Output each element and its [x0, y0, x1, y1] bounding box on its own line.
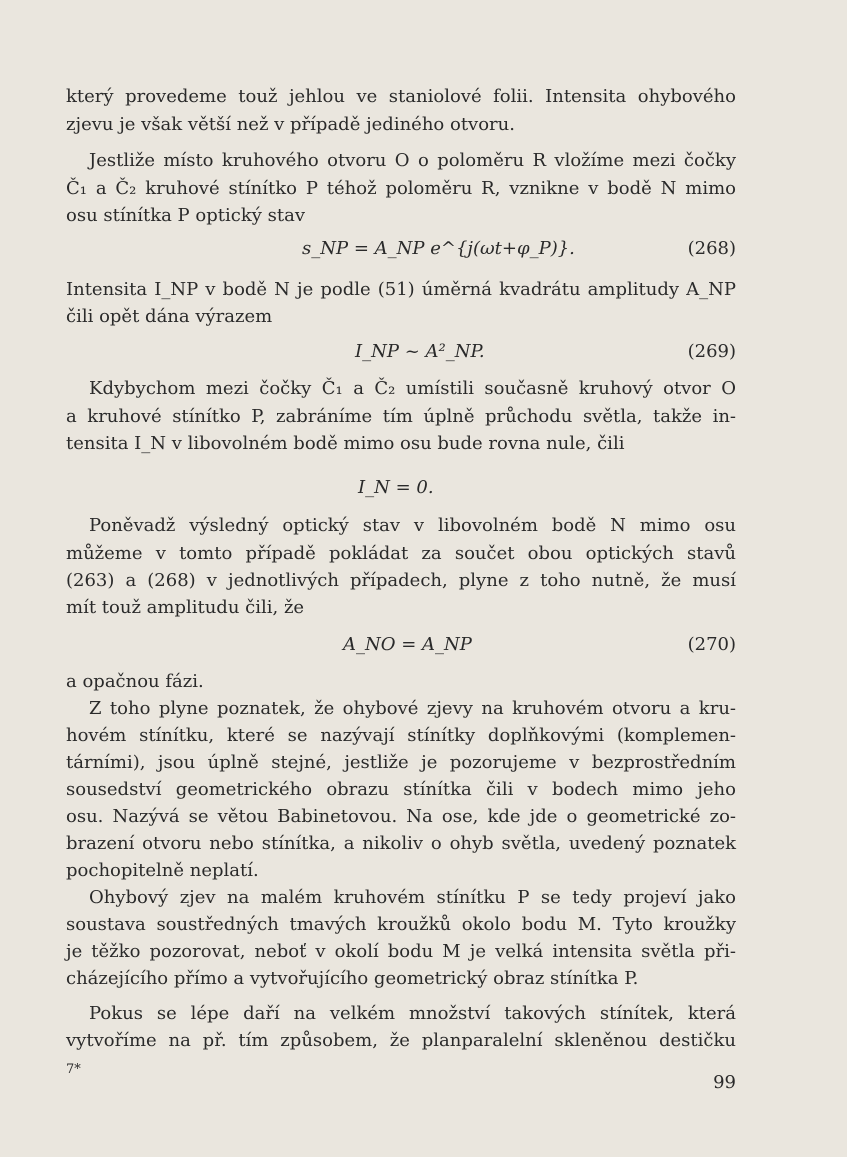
text-line: a opačnou fázi. — [66, 671, 204, 692]
text-line: vytvoříme na př. tím způsobem, že planparalelní skleněnou destičku — [66, 1030, 736, 1051]
equation-number: (269) — [687, 341, 736, 362]
text-line: Intensita I_NP v bodě N je podle (51) úměrná kvadrátu amplitudy A_NP — [66, 279, 736, 300]
text-line: Ohybový zjev na malém kruhovém stínítku P se tedy projeví jako — [89, 887, 736, 908]
text-line: je těžko pozorovat, neboť v okolí bodu M je velká intensita světla při- — [66, 941, 736, 962]
signature-mark: 7* — [66, 1062, 81, 1077]
text-line: osu stínítka P optický stav — [66, 205, 305, 226]
text-line: Kdybychom mezi čočky Č₁ a Č₂ umístili současně kruhový otvor O — [89, 378, 736, 399]
text-line: tárními), jsou úplně stejné, jestliže je pozorujeme v bezprostředním — [66, 752, 736, 773]
equation-268: s_NP = A_NP e^{j(ωt+φ_P)}. — [302, 238, 575, 259]
text-line: tensita I_N v libovolném bodě mimo osu bude rovna nule, čili — [66, 433, 625, 454]
text-line: Pokus se lépe daří na velkém množství takových stínítek, která — [89, 1003, 736, 1024]
text-line: sousedství geometrického obrazu stínítka čili v bodech mimo jeho — [66, 779, 736, 800]
text-line: který provedeme touž jehlou ve staniolové folii. Intensita ohybového — [66, 86, 736, 107]
text-line: osu. Nazývá se větou Babinetovou. Na ose, kde jde o geometrické zo- — [66, 806, 736, 827]
equation-number: (268) — [687, 238, 736, 259]
text-line: pochopitelně neplatí. — [66, 860, 259, 881]
equation-number: (270) — [687, 634, 736, 655]
text-line: Z toho plyne poznatek, že ohybové zjevy na kruhovém otvoru a kru- — [89, 698, 736, 719]
text-line: cházejícího přímo a vytvořujícího geometrický obraz stínítka P. — [66, 968, 639, 989]
equation-269: I_NP ~ A²_NP. — [355, 341, 485, 362]
equation-270: A_NO = A_NP — [343, 634, 472, 655]
text-line: Poněvadž výsledný optický stav v libovolném bodě N mimo osu — [89, 515, 736, 536]
text-line: můžeme v tomto případě pokládat za součet obou optických stavů — [66, 543, 736, 564]
text-line: soustava soustředných tmavých kroužků okolo bodu M. Tyto kroužky — [66, 914, 736, 935]
text-line: mít touž amplitudu čili, že — [66, 597, 305, 618]
text-line: Č₁ a Č₂ kruhové stínítko P téhož poloměru R, vznikne v bodě N mimo — [66, 178, 736, 199]
text-line: zjevu je však větší než v případě jediného otvoru. — [66, 114, 515, 135]
text-line: (263) a (268) v jednotlivých případech, plyne z toho nutně, že musí — [66, 570, 736, 591]
text-line: a kruhové stínítko P, zabráníme tím úplně průchodu světla, takže in- — [66, 406, 736, 427]
text-line: brazení otvoru nebo stínítka, a nikoliv o ohyb světla, uvedený poznatek — [66, 833, 736, 854]
text-line: Jestliže místo kruhového otvoru O o poloměru R vložíme mezi čočky — [89, 150, 736, 171]
text-line: hovém stínítku, které se nazývají stínítky doplňkovými (komplemen- — [66, 725, 736, 746]
page-number: 99 — [713, 1072, 736, 1093]
text-line: čili opět dána výrazem — [66, 306, 273, 327]
equation-in: I_N = 0. — [358, 477, 434, 498]
